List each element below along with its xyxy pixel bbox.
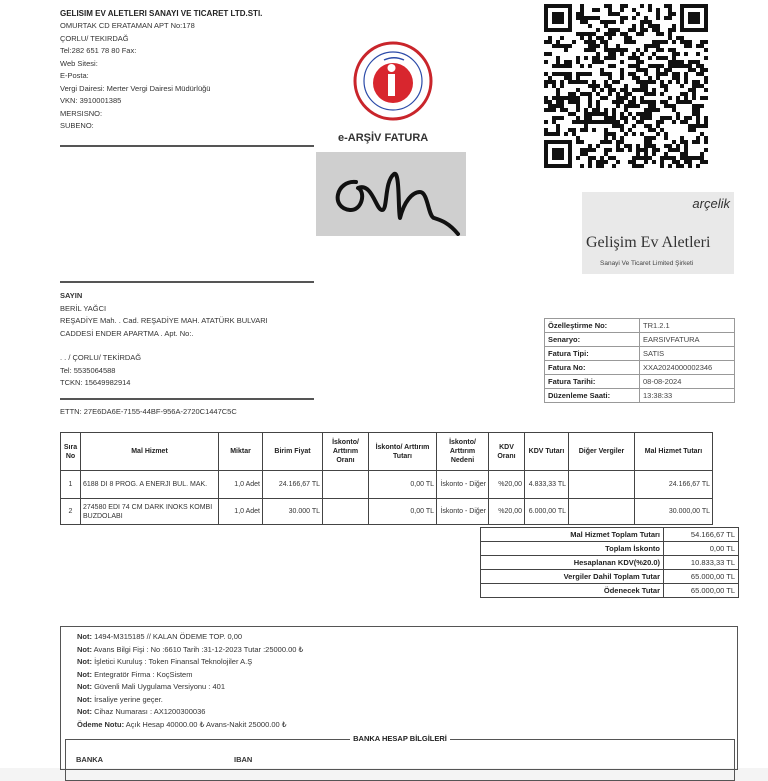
meta-row [545, 333, 735, 347]
meta-key: Fatura No: [545, 361, 640, 375]
meta-value: SATIS [640, 347, 735, 361]
totals-key: Ödenecek Tutar [481, 584, 664, 598]
notes-list [77, 631, 303, 731]
qr-code-icon [542, 4, 710, 168]
note-value: Açık Hesap 40000.00 ₺ Avans-Nakit 25000.00 ₺ [125, 719, 287, 729]
brand-subtitle: Sanayi Ve Ticaret Limited Şirketi [600, 260, 694, 267]
table-cell: İskonto - Diğer [437, 471, 489, 499]
seller-line: MERSISNO: [60, 108, 103, 118]
note-value: 1494-M315185 // KALAN ÖDEME TOP. 0,00 [94, 632, 243, 641]
table-cell: 24.166,67 TL [263, 471, 323, 499]
table-cell [323, 471, 369, 499]
meta-key: Düzenleme Saati: [545, 389, 640, 403]
seller-line: OMURTAK CD ERATAMAN APT No:178 [60, 21, 195, 30]
note-line [77, 681, 303, 694]
brand-company: Gelişim Ev Aletleri [586, 234, 711, 251]
note-value: Avans Bilgi Fişi : No :6610 Tarih :31-12-2023 Tutar :25000.00 ₺ [93, 644, 304, 654]
brand-logo-text: arçelik [692, 196, 730, 211]
note-value: Cihaz Numarası : AX1200300036 [94, 707, 206, 716]
column-header: İskonto/ Arttırım Nedeni [437, 433, 489, 471]
note-line [77, 631, 303, 644]
table-cell: 4.833,33 TL [525, 471, 569, 499]
note-line [77, 694, 303, 707]
totals-row [481, 528, 739, 542]
notes-box [60, 626, 738, 770]
meta-value: 08-08-2024 [640, 375, 735, 389]
totals-value: 54.166,67 TL [664, 528, 739, 542]
meta-value: XXA2024000002346 [640, 361, 735, 375]
meta-key: Fatura Tipi: [545, 347, 640, 361]
note-key: Not: [77, 694, 92, 704]
note-line [77, 706, 303, 719]
seller-line: Web Sitesi: [60, 58, 98, 68]
table-cell: 1 [61, 471, 81, 499]
buyer-line: TCKN: 15649982914 [60, 378, 131, 387]
column-header: Sıra No [61, 433, 81, 471]
note-line [77, 669, 303, 682]
note-key: Not: [77, 682, 92, 691]
buyer-line: Tel: 5535064588 [60, 365, 116, 375]
bank-title-text: BANKA HESAP BİLGİLERİ [350, 734, 450, 743]
table-cell: 24.166,67 TL [635, 471, 713, 499]
buyer-line: . . / ÇORLU/ TEKİRDAĞ [60, 353, 142, 362]
table-cell: 0,00 TL [369, 499, 437, 525]
seller-line: Tel:282 651 78 80 Fax: [60, 46, 137, 55]
totals-value: 65.000,00 TL [664, 570, 739, 584]
invoice-meta-table [544, 318, 735, 403]
items-table [60, 432, 713, 525]
table-cell: 0,00 TL [369, 471, 437, 499]
totals-key: Mal Hizmet Toplam Tutarı [481, 528, 664, 542]
table-row [61, 471, 713, 499]
totals-row [481, 570, 739, 584]
column-header: Mal Hizmet [81, 433, 219, 471]
seller-line: VKN: 3910001385 [60, 96, 122, 105]
totals-key: Hesaplanan KDV(%20.0) [481, 556, 664, 570]
seller-line: E-Posta: [60, 71, 89, 80]
gib-seal-icon [352, 40, 434, 122]
totals-key: Vergiler Dahil Toplam Tutar [481, 570, 664, 584]
note-key: Not: [77, 669, 92, 679]
totals-value: 10.833,33 TL [664, 556, 739, 570]
meta-row [545, 319, 735, 333]
meta-key: Özelleştirme No: [545, 319, 640, 333]
iban-column-header: IBAN [234, 755, 253, 764]
table-row [61, 499, 713, 525]
meta-value: 13:38:33 [640, 389, 735, 403]
table-cell: 274580 EDI 74 CM DARK INOKS KOMBI BUZDOLABI [81, 499, 219, 525]
totals-row [481, 542, 739, 556]
table-cell: %20,00 [489, 471, 525, 499]
table-cell: 30.000 TL [263, 499, 323, 525]
buyer-heading: SAYIN [60, 291, 83, 300]
note-value: İşletici Kuruluş : Token Finansal Teknolojiler A.Ş [94, 657, 253, 666]
note-value: İrsaliye yerine geçer. [94, 694, 163, 704]
table-cell: İskonto - Diğer [437, 499, 489, 525]
column-header: Diğer Vergiler [569, 433, 635, 471]
seller-line: Vergi Dairesi: Merter Vergi Dairesi Müdürlüğü [60, 83, 211, 93]
buyer-line [60, 340, 320, 352]
column-header: İskonto/ Arttırım Oranı [323, 433, 369, 471]
meta-value: TR1.2.1 [640, 319, 735, 333]
table-cell: 30.000,00 TL [635, 499, 713, 525]
note-key: Not: [77, 632, 92, 641]
column-header: KDV Tutarı [525, 433, 569, 471]
buyer-info [60, 290, 320, 390]
seller-divider [60, 145, 314, 147]
bank-column-header: BANKA [76, 755, 104, 764]
buyer-line: REŞADİYE Mah. . Cad. REŞADİYE MAH. ATATÜRK BULVARI [60, 316, 268, 325]
bank-info-title [66, 734, 734, 743]
table-cell: 1,0 Adet [219, 499, 263, 525]
totals-value: 65.000,00 TL [664, 584, 739, 598]
meta-value: EARSIVFATURA [640, 333, 735, 347]
seller-info [60, 8, 320, 133]
buyer-line: CADDESİ ENDER APARTMA . Apt. No:. [60, 328, 194, 338]
table-cell [323, 499, 369, 525]
note-value: Güvenli Mali Uygulama Versiyonu : 401 [94, 682, 225, 691]
document-title: e-ARŞİV FATURA [338, 132, 429, 144]
buyer-line: BERİL YAĞCI [60, 303, 107, 313]
table-cell: 6.000,00 TL [525, 499, 569, 525]
table-cell [569, 499, 635, 525]
note-value: Entegratör Firma : KoçSistem [94, 669, 193, 679]
table-cell: 6188 DI 8 PROG. A ENERJI BUL. MAK. [81, 471, 219, 499]
totals-row [481, 556, 739, 570]
brand-stamp [582, 192, 734, 274]
meta-row [545, 361, 735, 375]
seller-line: ÇORLU/ TEKIRDAĞ [60, 33, 129, 43]
signature-icon [316, 152, 466, 236]
table-cell: 2 [61, 499, 81, 525]
meta-key: Fatura Tarihi: [545, 375, 640, 389]
table-cell: 1,0 Adet [219, 471, 263, 499]
note-line [77, 644, 303, 657]
table-cell: %20,00 [489, 499, 525, 525]
note-line [77, 656, 303, 669]
column-header: İskonto/ Arttırım Tutarı [369, 433, 437, 471]
seller-name: GELISIM EV ALETLERI SANAYI VE TICARET LTD.STI. [60, 9, 263, 18]
meta-row [545, 347, 735, 361]
meta-key: Senaryo: [545, 333, 640, 347]
meta-row [545, 375, 735, 389]
totals-row [481, 584, 739, 598]
totals-value: 0,00 TL [664, 542, 739, 556]
column-header: KDV Oranı [489, 433, 525, 471]
note-key: Ödeme Notu: [77, 719, 125, 729]
totals-table [480, 527, 739, 598]
note-key: Not: [77, 644, 92, 654]
totals-key: Toplam İskonto [481, 542, 664, 556]
table-cell [569, 471, 635, 499]
buyer-top-divider [60, 281, 314, 283]
buyer-bottom-divider [60, 398, 314, 400]
seller-line: SUBENO: [60, 121, 94, 130]
note-key: Not: [77, 657, 92, 666]
items-header-row [61, 433, 713, 471]
bank-info-box [65, 734, 735, 781]
meta-row [545, 389, 735, 403]
column-header: Mal Hizmet Tutarı [635, 433, 713, 471]
column-header: Miktar [219, 433, 263, 471]
ettn: ETTN: 27E6DA6E-7155-44BF-956A-2720C1447C5C [60, 407, 237, 416]
note-key: Not: [77, 707, 92, 716]
note-line [77, 719, 303, 732]
column-header: Birim Fiyat [263, 433, 323, 471]
